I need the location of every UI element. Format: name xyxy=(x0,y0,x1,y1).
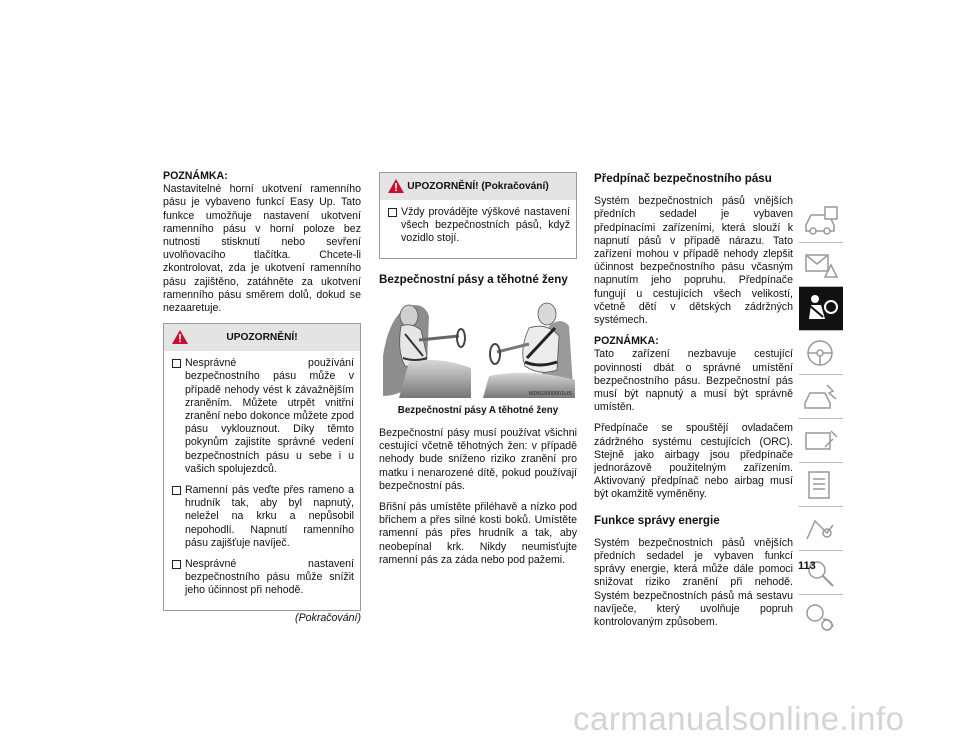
car-info-icon xyxy=(803,205,839,237)
warning-triangle-icon xyxy=(388,179,404,193)
page-number: 113 xyxy=(798,560,816,572)
airbag-safety-icon xyxy=(803,293,839,325)
checkbox-icon xyxy=(388,208,397,217)
paragraph: Systém bezpečnostních pásů vnějších předních sedadel je vybaven předpínacími zařízeními, která slouží k napnutí pásů v případě nárazu. Tato zařízení mohou v případě nehody zlepšit účinnost bezpečnostního pásu včasným napnutím jeho popruhu. Předpínače fungují u cestujících všech velikostí, včetně dětí v dětských zádržných systémech. xyxy=(594,195,793,327)
warning-triangle-icon xyxy=(172,330,188,344)
language-icon xyxy=(803,601,839,633)
warning-box xyxy=(163,323,361,610)
paragraph: Systém bezpečnostních pásů vnějších předních sedadel je vybaven funkcí správy energie, která může dále pomoci snižovat riziko zranění při nehodě. Systém bezpečnostních pásů má sestavu navíječe, který uvolňuje popruh kontrolovaným způsobem. xyxy=(594,536,793,629)
maintenance-list-icon xyxy=(803,469,839,501)
paragraph: Bezpečnostní pásy musí používat všichni cestující včetně těhotných žen: v případě nehody bude sníženo riziko zranění pro matku i nenarozené dítě, pokud používají bezpečnostní pás. xyxy=(379,427,577,492)
section-heading: Bezpečnostní pásy a těhotné ženy xyxy=(379,272,568,286)
warning-title: UPOZORNĚNÍ! xyxy=(226,332,298,344)
checkbox-icon xyxy=(172,359,181,368)
warning-box-continued xyxy=(379,172,577,259)
tab-specifications[interactable] xyxy=(799,507,843,551)
car-crash-icon xyxy=(803,381,839,413)
note-text: Tato zařízení nezbavuje cestující povinnosti dbát o správné umístění bezpečnostního pásu. Bezpečnostní pás musí být napnutý a musí být správně umístěn. xyxy=(594,348,793,414)
note-title: POZNÁMKA: xyxy=(163,170,228,182)
column-middle xyxy=(379,172,577,575)
paragraph: Předpínače se spouštějí ovladačem zádržného systému cestujících (ORC). Stejně jako airbagy jsou předpínače jednorázově použitelným zařízením. Aktivovaný předpínač nebo airbag musí být okamžitě vyměněny. xyxy=(594,422,793,501)
note-title: POZNÁMKA: xyxy=(594,335,659,348)
warning-item: Vždy provádějte výškové nastavení všech bezpečnostních pásů, když vozidlo stojí. xyxy=(386,206,570,246)
watermark: carmanualsonline.info xyxy=(573,700,905,737)
tab-car-warning[interactable] xyxy=(799,243,843,287)
tab-emergency[interactable] xyxy=(799,375,843,419)
warning-header xyxy=(164,324,360,351)
steering-wheel-icon xyxy=(803,337,839,369)
warning-item: Ramenní pás veďte přes rameno a hrudník tak, aby byl napnutý, neležel na krku a nepůsobil nepohodlí. Napnutí ramenního pásu zajišťuje navíječ. xyxy=(170,484,354,550)
warning-item: Nesprávné používání bezpečnostního pásu může v případě nehody vést k závažnějším zraněním. Můžete utrpět vnitřní zranění nebo dokonce můžete zpod pásu vyklouznout. Díky těmto pokynům zajistíte správné vedení bezpečnostních pásu u sebe i u vašich spolujezdců. xyxy=(170,357,354,476)
figure-code: M0503000001US xyxy=(529,390,572,397)
specifications-icon xyxy=(803,513,839,545)
column-right xyxy=(594,172,793,637)
checkbox-icon xyxy=(172,486,181,495)
tab-maintenance[interactable] xyxy=(799,463,843,507)
tab-index[interactable] xyxy=(799,551,843,595)
warning-item: Nesprávné nastavení bezpečnostního pásu může snížit jeho účinnost při nehodě. xyxy=(170,558,354,598)
chapter-tabs xyxy=(799,199,843,639)
tab-service[interactable] xyxy=(799,419,843,463)
section-heading: Předpínač bezpečnostního pásu xyxy=(594,172,772,185)
tab-safety[interactable] xyxy=(799,287,843,331)
car-warning-icon xyxy=(803,249,839,281)
paragraph: Břišní pás umístěte přiléhavě a nízko pod břichem a přes silné kosti boků. Umístěte ramenní pás přes hrudník a tak, aby neobepínal krk. Nikdy neumisťujte ramenní pás za záda nebo pod pažemi. xyxy=(379,501,577,566)
tab-driving[interactable] xyxy=(799,331,843,375)
pregnant-seatbelt-illustration xyxy=(379,296,577,398)
checkbox-icon xyxy=(172,560,181,569)
continued-label: (Pokračování) xyxy=(295,611,361,624)
figure-caption: Bezpečnostní pásy A těhotné ženy xyxy=(397,404,559,416)
warning-title: UPOZORNĚNÍ! (Pokračování) xyxy=(407,181,549,192)
tab-car-info[interactable] xyxy=(799,199,843,243)
car-service-icon xyxy=(803,425,839,457)
column-left xyxy=(163,170,361,625)
tab-language[interactable] xyxy=(799,595,843,639)
note-text: Nastavitelné horní ukotvení ramenního pásu je vybaveno funkcí Easy Up. Tato funkce umožňuje nastavení ukotvení ramenního pásu v horní poloze bez nutnosti stisknutí nebo sevření uvolňovacího tlačítka. Chcete-li zkontrolovat, zda je ukotvení ramenního pásu zajištěno, zatáhněte za ukotvení ramenního pásu směrem dolů, dokud se nezaaretuje. xyxy=(163,183,361,315)
warning-header xyxy=(380,173,576,200)
section-heading: Funkce správy energie xyxy=(594,513,720,527)
